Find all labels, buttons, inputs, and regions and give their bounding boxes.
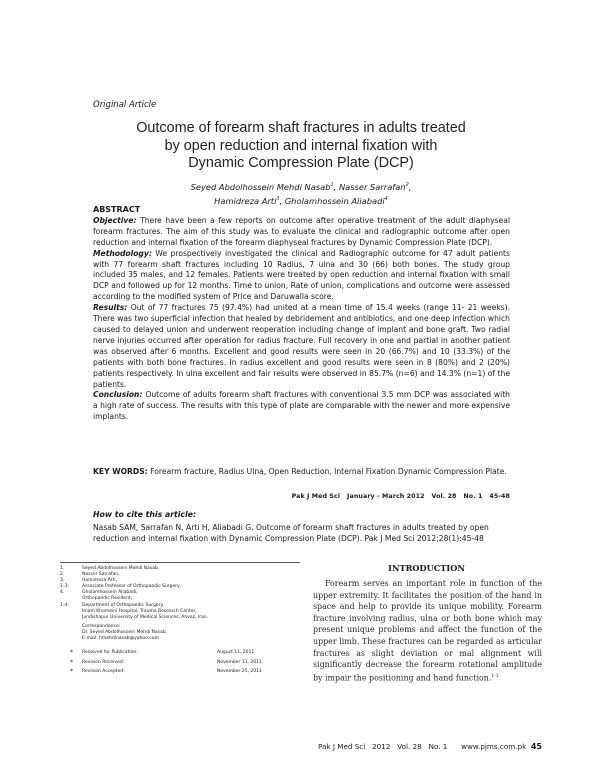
date-row: [60, 658, 295, 668]
footnote-number: 2.: [60, 572, 65, 578]
footnote-number: 1.: [60, 566, 65, 571]
author-line-1: [93, 179, 509, 193]
date-value: November 25, 2011: [217, 669, 262, 675]
abstract-heading: ABSTRACT: [93, 205, 141, 214]
footnote-number: 4.: [60, 590, 65, 596]
keywords-text: Forearm fracture, Radius Ulna, Open Reduction, Internal Fixation Dynamic Compression Plate.: [147, 467, 507, 476]
keywords: [93, 467, 510, 478]
footnote-text: Nasser Sarrafan,: [82, 572, 120, 578]
conclusion-text: Outcome of adults forearm shaft fractures with conventional 3.5 mm DCP was associated with a high rate of success. The results with this type of plate are comparable with the newer and more expensive implants.: [93, 390, 510, 422]
date-label: Revision Accepted:: [82, 669, 125, 675]
author-4: , Gholamhossein Aliabadi: [279, 195, 385, 206]
cite-text: Nasab SAM, Sarrafan N, Arti H, Aliabadi G. Outcome of forearm shaft fractures in adults treated by open reduction and internal fixation with Dynamic Compression Plate (DCP). Pak J Med Sci 2012;28(1):45-48: [93, 523, 489, 543]
author-2: , Nasser Sarrafan: [333, 181, 406, 192]
author-1: Seyed Abdolhossein Mehdi Nasab: [190, 181, 331, 192]
title-line-2: by open reduction and internal fixation with: [164, 137, 438, 154]
footnote-item: [60, 615, 295, 621]
bullet-icon: *: [70, 649, 73, 657]
footnote-text: Associate Professor of Orthopaedic Surgery,: [82, 584, 182, 590]
footnote-number: 3.: [60, 578, 65, 584]
methodology-paragraph: [93, 249, 510, 304]
keywords-label: KEY WORDS:: [93, 467, 148, 476]
introduction-citation: 1-3: [491, 673, 499, 679]
author-separator: ,: [408, 181, 412, 192]
results-paragraph: [93, 303, 510, 390]
author-3-affiliation: 3: [276, 195, 280, 202]
footnote-number: 1-3:: [60, 584, 69, 590]
author-2-affiliation: 2: [405, 182, 409, 188]
cite-heading: How to cite this article:: [93, 510, 197, 519]
conclusion-paragraph: [93, 390, 510, 423]
author-4-affiliation: 4: [384, 195, 388, 202]
date-value: November 11, 2011: [217, 659, 262, 665]
objective-paragraph: [93, 216, 510, 249]
footnote-divider: [60, 562, 300, 563]
date-value: August 11, 2011: [217, 650, 255, 656]
page-number: 45: [530, 742, 542, 751]
correspondence-name: Dr. Seyed Abdolhossein Mehdi Nasab,: [82, 629, 168, 635]
affiliation-footnotes: [60, 566, 295, 677]
title-line-1: Outcome of forearm shaft fractures in adults treated: [136, 120, 466, 136]
author-1-affiliation: 1: [330, 182, 334, 188]
objective-label: Objective:: [93, 215, 137, 225]
results-label: Results:: [93, 303, 128, 313]
conclusion-label: Conclusion:: [93, 390, 143, 400]
abstract-section: [93, 205, 510, 423]
correspondence-email: E-mail: hmehdinasab@yahoo.com: [82, 636, 159, 642]
footnote-text: Department of Orthopaedic Surgery,: [82, 602, 165, 608]
methodology-text: We prospectively investigated the clinical and Radiographic outcome for 47 adult patients with 77 forearm shaft fractures including 10 Radius, 7 ulna and 30 (66) both bones. The study group included 35 males, and 12 females. Patients were treated by open reduction and internal fixation with small DCP and followed up for 12 months. Time to union, Rate of union, complications and outcome were assessed according to the modified system of Price and Daruwalla score.: [93, 248, 510, 302]
page-footer: [318, 742, 542, 751]
author-list: [93, 179, 509, 207]
introduction-paragraph: [313, 578, 542, 684]
correspondence-label: Correspondence:: [82, 623, 121, 629]
introduction-text: Forearm serves an important role in function of the upper extremity. It facilitates the position of the hand in space and help to provide its unique mobility. Forearm fracture involving radius, ulna or both bone which may present unique problems and affect the function of the upper limb. These fractures can be regarded as articular fractures as slight deviation or mal alignment will significantly decrease the forearm rotational amplitude by impair the positioning and hand function.: [313, 579, 542, 683]
date-label: Revision Received:: [82, 659, 125, 665]
footnote-number: 1-4:: [60, 602, 69, 608]
footnote-text: Gholamhossein Aliabadi,: [82, 590, 138, 596]
article-title: [93, 120, 509, 173]
author-3: Hamidreza Arti: [214, 195, 277, 206]
footnote-text: Orthopaedic Resident,: [82, 596, 133, 602]
introduction-heading: INTRODUCTION: [388, 563, 465, 573]
footnote-text: Jundishapur University of Medical Sciences, Ahvaz, Iran.: [82, 614, 209, 620]
date-row: [60, 648, 295, 658]
journal-reference: Pak J Med Sci January - March 2012 Vol. 28 No. 1 45-48: [291, 493, 510, 500]
correspondence: [60, 624, 295, 642]
objective-text: There have been a few reports on outcome after operative treatment of the adult diaphyseal forearm fractures. The aim of this study was to evaluate the clinical and radiographic outcome after open reduction and internal fixation of the forearm diaphyseal fractures by Dynamic Compression Plate (DCP).: [93, 215, 510, 247]
publication-dates: [60, 648, 295, 677]
footnote-text: Seyed Abdolhossein Mehdi Nasab,: [82, 566, 160, 571]
bullet-icon: *: [70, 658, 73, 666]
date-row: [60, 667, 295, 677]
results-text: Out of 77 fractures 75 (97.4%) had united at a mean time of 15.4 weeks (range 11- 21 weeks). There was two superficial infection that healed by debridement and antibiotics, and one deep infection which caused to delayed union and underwent reoperation including change of implant and bone graft. Two radial nerve injuries occurred after operation for radius fracture. Full recovery in one and partial in another patient was observed after 6 months. Excellent and good results were seen in 20 (66.7%) and 10 (33.3%) of the patients with both bone fractures. In radius excellent and good results were seen in 8 (80%) and 2 (20%) patients respectively. In ulna excellent and fair results were observed in 85.7% (n=6) and 14.3% (n=1) of the patients.: [93, 303, 510, 389]
title-line-3: Dynamic Compression Plate (DCP): [188, 155, 414, 171]
bullet-icon: *: [70, 668, 73, 676]
footnote-number: [60, 615, 82, 621]
methodology-label: Methodology:: [93, 248, 152, 258]
footnote-text: Hamidreza Arti,: [82, 578, 118, 584]
footer-text: Pak J Med Sci 2012 Vol. 28 No. 1 www.pjms.com.pk: [318, 742, 527, 751]
footnote-text: Imam Khomeini Hospital, Trauma Research Center,: [82, 608, 197, 614]
section-label: Original Article: [93, 100, 157, 110]
date-label: Received for Publication:: [82, 650, 138, 656]
